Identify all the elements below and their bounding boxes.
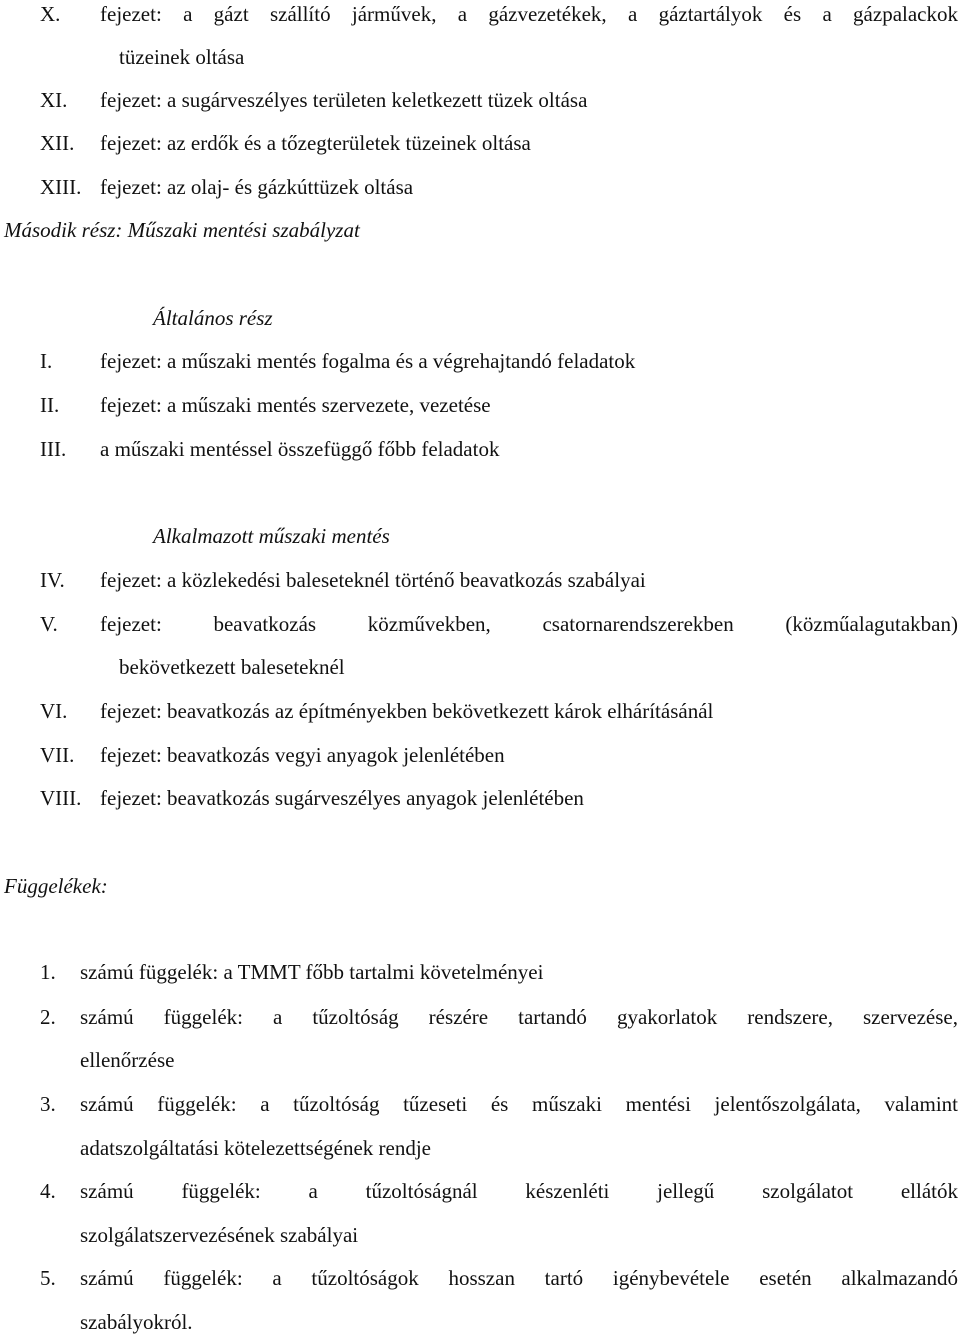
chapter-title-continued: bekövetkezett baleseteknél <box>119 655 345 679</box>
appendix-title: számú függelék: a tűzoltóság részére tartandó gyakorlatok rendszere, szervezése, <box>80 1005 958 1029</box>
chapter-number: III. <box>40 437 67 461</box>
chapter-title-continued: tüzeinek oltása <box>119 45 245 69</box>
appendix-number: 1. <box>40 960 56 984</box>
chapter-title: fejezet: a gázt szállító járművek, a gázvezetékek, a gáztartályok és a gázpalackok <box>100 2 958 26</box>
appendix-title-continued: ellenőrzése <box>80 1048 175 1072</box>
chapter-title: a műszaki mentéssel összefüggő főbb feladatok <box>100 437 500 461</box>
chapter-title: fejezet: a sugárveszélyes területen keletkezett tüzek oltása <box>100 88 588 112</box>
chapter-number: VI. <box>40 699 68 723</box>
appendix-title-continued: szabályokról. <box>80 1310 193 1334</box>
chapter-number: X. <box>40 2 61 26</box>
appendix-title: számú függelék: a tűzoltóság tűzeseti és műszaki mentési jelentőszolgálata, valamint <box>80 1092 958 1116</box>
chapter-title: fejezet: beavatkozás az építményekben bekövetkezett károk elhárításánál <box>100 699 714 723</box>
chapter-number: V. <box>40 612 58 636</box>
chapter-title: fejezet: a közlekedési baleseteknél történő beavatkozás szabályai <box>100 568 646 592</box>
chapter-number: IV. <box>40 568 65 592</box>
chapter-title: fejezet: a műszaki mentés fogalma és a végrehajtandó feladatok <box>100 349 636 373</box>
chapter-title: fejezet: beavatkozás vegyi anyagok jelenlétében <box>100 743 505 767</box>
chapter-number: VIII. <box>40 786 82 810</box>
chapter-title: fejezet: az olaj- és gázkúttüzek oltása <box>100 175 414 199</box>
appendix-number: 5. <box>40 1266 56 1290</box>
appendix-title: számú függelék: a tűzoltóságnál készenléti jellegű szolgálatot ellátók <box>80 1179 958 1203</box>
chapter-number: XI. <box>40 88 68 112</box>
appendix-title: számú függelék: a tűzoltóságok hosszan tartó igénybevétele esetén alkalmazandó <box>80 1266 958 1290</box>
part-title: Második rész: Műszaki mentési szabályzat <box>4 218 360 242</box>
section-heading: Alkalmazott műszaki mentés <box>153 524 390 548</box>
chapter-number: XIII. <box>40 175 82 199</box>
chapter-title: fejezet: beavatkozás közművekben, csatornarendszerekben (közműalagutakban) <box>100 612 958 636</box>
appendix-number: 3. <box>40 1092 56 1116</box>
appendix-title-continued: adatszolgáltatási kötelezettségének rendje <box>80 1136 432 1160</box>
chapter-title: fejezet: beavatkozás sugárveszélyes anyagok jelenlétében <box>100 786 584 810</box>
chapter-number: II. <box>40 393 60 417</box>
appendix-title: számú függelék: a TMMT főbb tartalmi követelményei <box>80 960 544 984</box>
appendix-number: 4. <box>40 1179 56 1203</box>
appendix-title-continued: szolgálatszervezésének szabályai <box>80 1223 359 1247</box>
section-heading: Általános rész <box>153 306 273 330</box>
section-heading: Függelékek: <box>4 874 108 898</box>
appendix-number: 2. <box>40 1005 56 1029</box>
chapter-title: fejezet: a műszaki mentés szervezete, vezetése <box>100 393 491 417</box>
chapter-number: XII. <box>40 131 75 155</box>
chapter-number: VII. <box>40 743 75 767</box>
chapter-number: I. <box>40 349 53 373</box>
chapter-title: fejezet: az erdők és a tőzegterületek tüzeinek oltása <box>100 131 531 155</box>
